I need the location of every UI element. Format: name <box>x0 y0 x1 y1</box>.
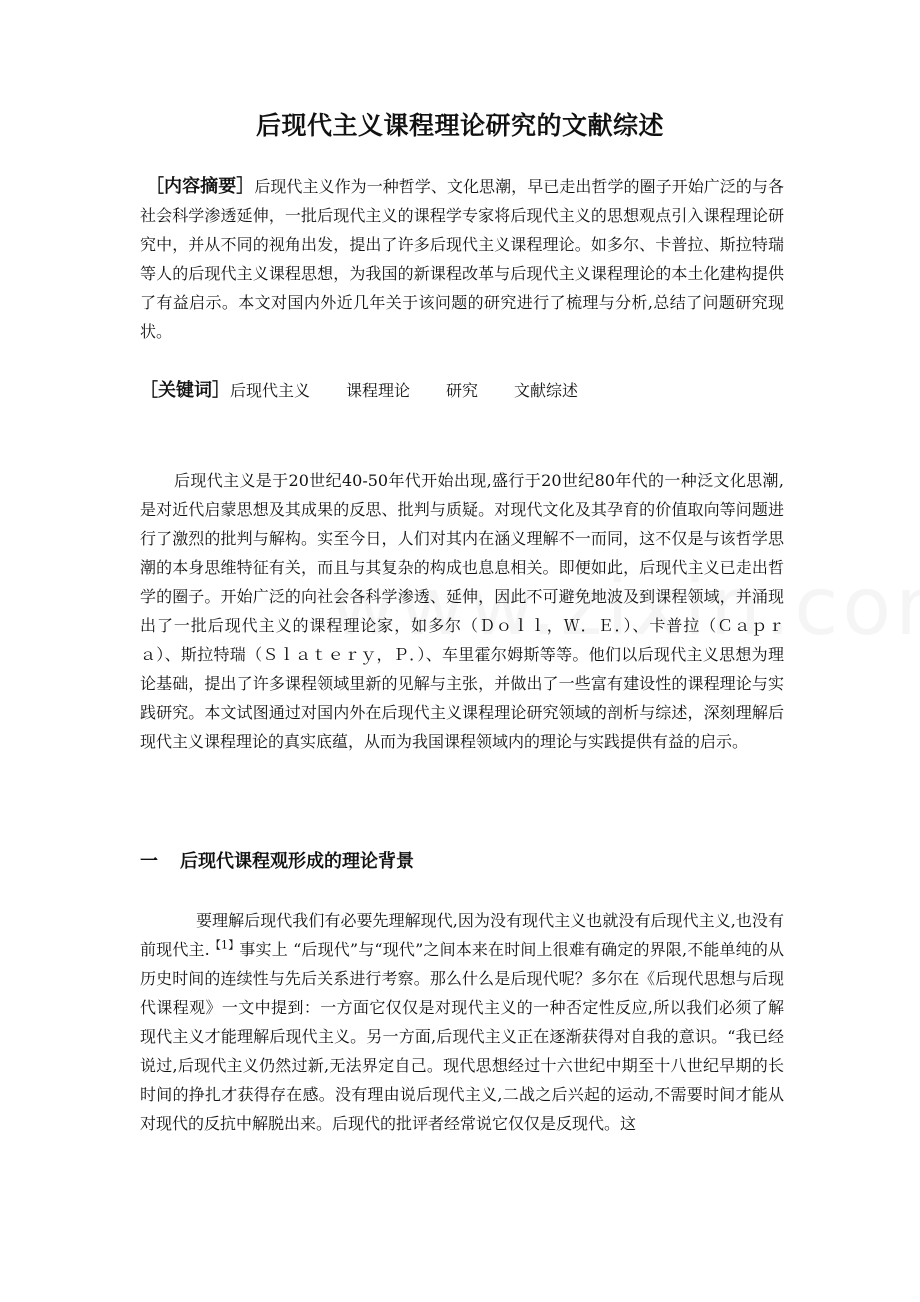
document-title: 后现代主义课程理论研究的文献综述 <box>255 111 664 140</box>
keywords-label: ［关键词］ <box>140 380 230 401</box>
section-title: 后现代课程观形成的理论背景 <box>180 851 414 872</box>
section-heading <box>140 846 414 878</box>
keyword-item: 文献综述 <box>514 381 579 400</box>
section-paragraph-text-start: 要理解后现代我们有必要先理解现代,因为没有现代主义也就没有后现代主义,也没有前现代主. <box>140 911 784 959</box>
reference-mark: 【1】 <box>209 938 240 952</box>
keyword-item: 课程理论 <box>346 381 411 400</box>
abstract-paragraph <box>140 172 784 346</box>
keywords-line <box>140 376 784 405</box>
abstract-text: 后现代主义作为一种哲学、文化思潮，早已走出哲学的圈子开始广泛的与各社会科学渗透延伸，一批后现代主义的课程学专家将后现代主义的思想观点引入课程理论研究中，并从不同的视角出发，提出了许多后现代主义课程理论。如多尔、卡普拉、斯拉特瑞等人的后现代主义课程思想，为我国的新课程改革与后现代主义课程理论的本土化建构提供了有益启示。本文对国内外近几年关于该问题的研究进行了梳理与分析,总结了问题研究现状。 <box>140 177 785 341</box>
intro-paragraph: 后现代主义是于20世纪40-50年代开始出现,盛行于20世纪80年代的一种泛文化思潮,是对近代启蒙思想及其成果的反思、批判与质疑。对现代文化及其孕育的价值取向等问题进行了激烈的批判与解构。实至今日，人们对其内在涵义理解不一而同，这不仅是与该哲学思潮的本身思维特征有关，而且与其复杂的构成也息息相关。即便如此，后现代主义已走出哲学的圈子。开始广泛的向社会各科学渗透、延伸，因此不可避免地波及到课程领域，并涌现出了一批后现代主义的课程理论家，如多尔（Ｄｏｌｌ，Ｗ．Ｅ．）、卡普拉（Ｃａｐｒａ）、斯拉特瑞（Ｓｌａｔｅｒｙ，Ｐ．）、车里霍尔姆斯等等。他们以后现代主义思想为理论基础，提出了许多课程领域里新的见解与主张，并做出了一些富有建设性的课程理论与实践研究。本文试图通过对国内外在后现代主义课程理论研究领域的剖析与综述，深刻理解后现代主义课程理论的真实底蕴，从而为我国课程领域内的理论与实践提供有益的启示。 <box>140 471 784 751</box>
section-number: 一 <box>140 851 158 872</box>
abstract-label: ［内容摘要］ <box>146 176 255 197</box>
section-paragraph <box>140 906 784 1138</box>
section-paragraph-text-end: 事实上 “后现代”与“现代”之间本来在时间上很难有确定的界限,不能单纯的从历史时间的连续性与先后关系进行考察。那么什么是后现代呢？多尔在《后现代思想与后现代课程观》一文中提到：一方面它仅仅是对现代主义的一种否定性反应,所以我们必须了解现代主义才能理解后现代主义。另一方面,后现代主义正在逐渐获得对自我的意识。“我已经说过,后现代主义仍然过新,无法界定自己。现代思想经过十六世纪中期至十八世纪早期的长时间的挣扎才获得存在感。没有理由说后现代主义,二战之后兴起的运动,不需要时间才能从对现代的反抗中解脱出来。后现代的批评者经常说它仅仅是反现代。这 <box>140 940 784 1133</box>
keyword-item: 后现代主义 <box>230 381 311 400</box>
keyword-item: 研究 <box>446 381 479 400</box>
